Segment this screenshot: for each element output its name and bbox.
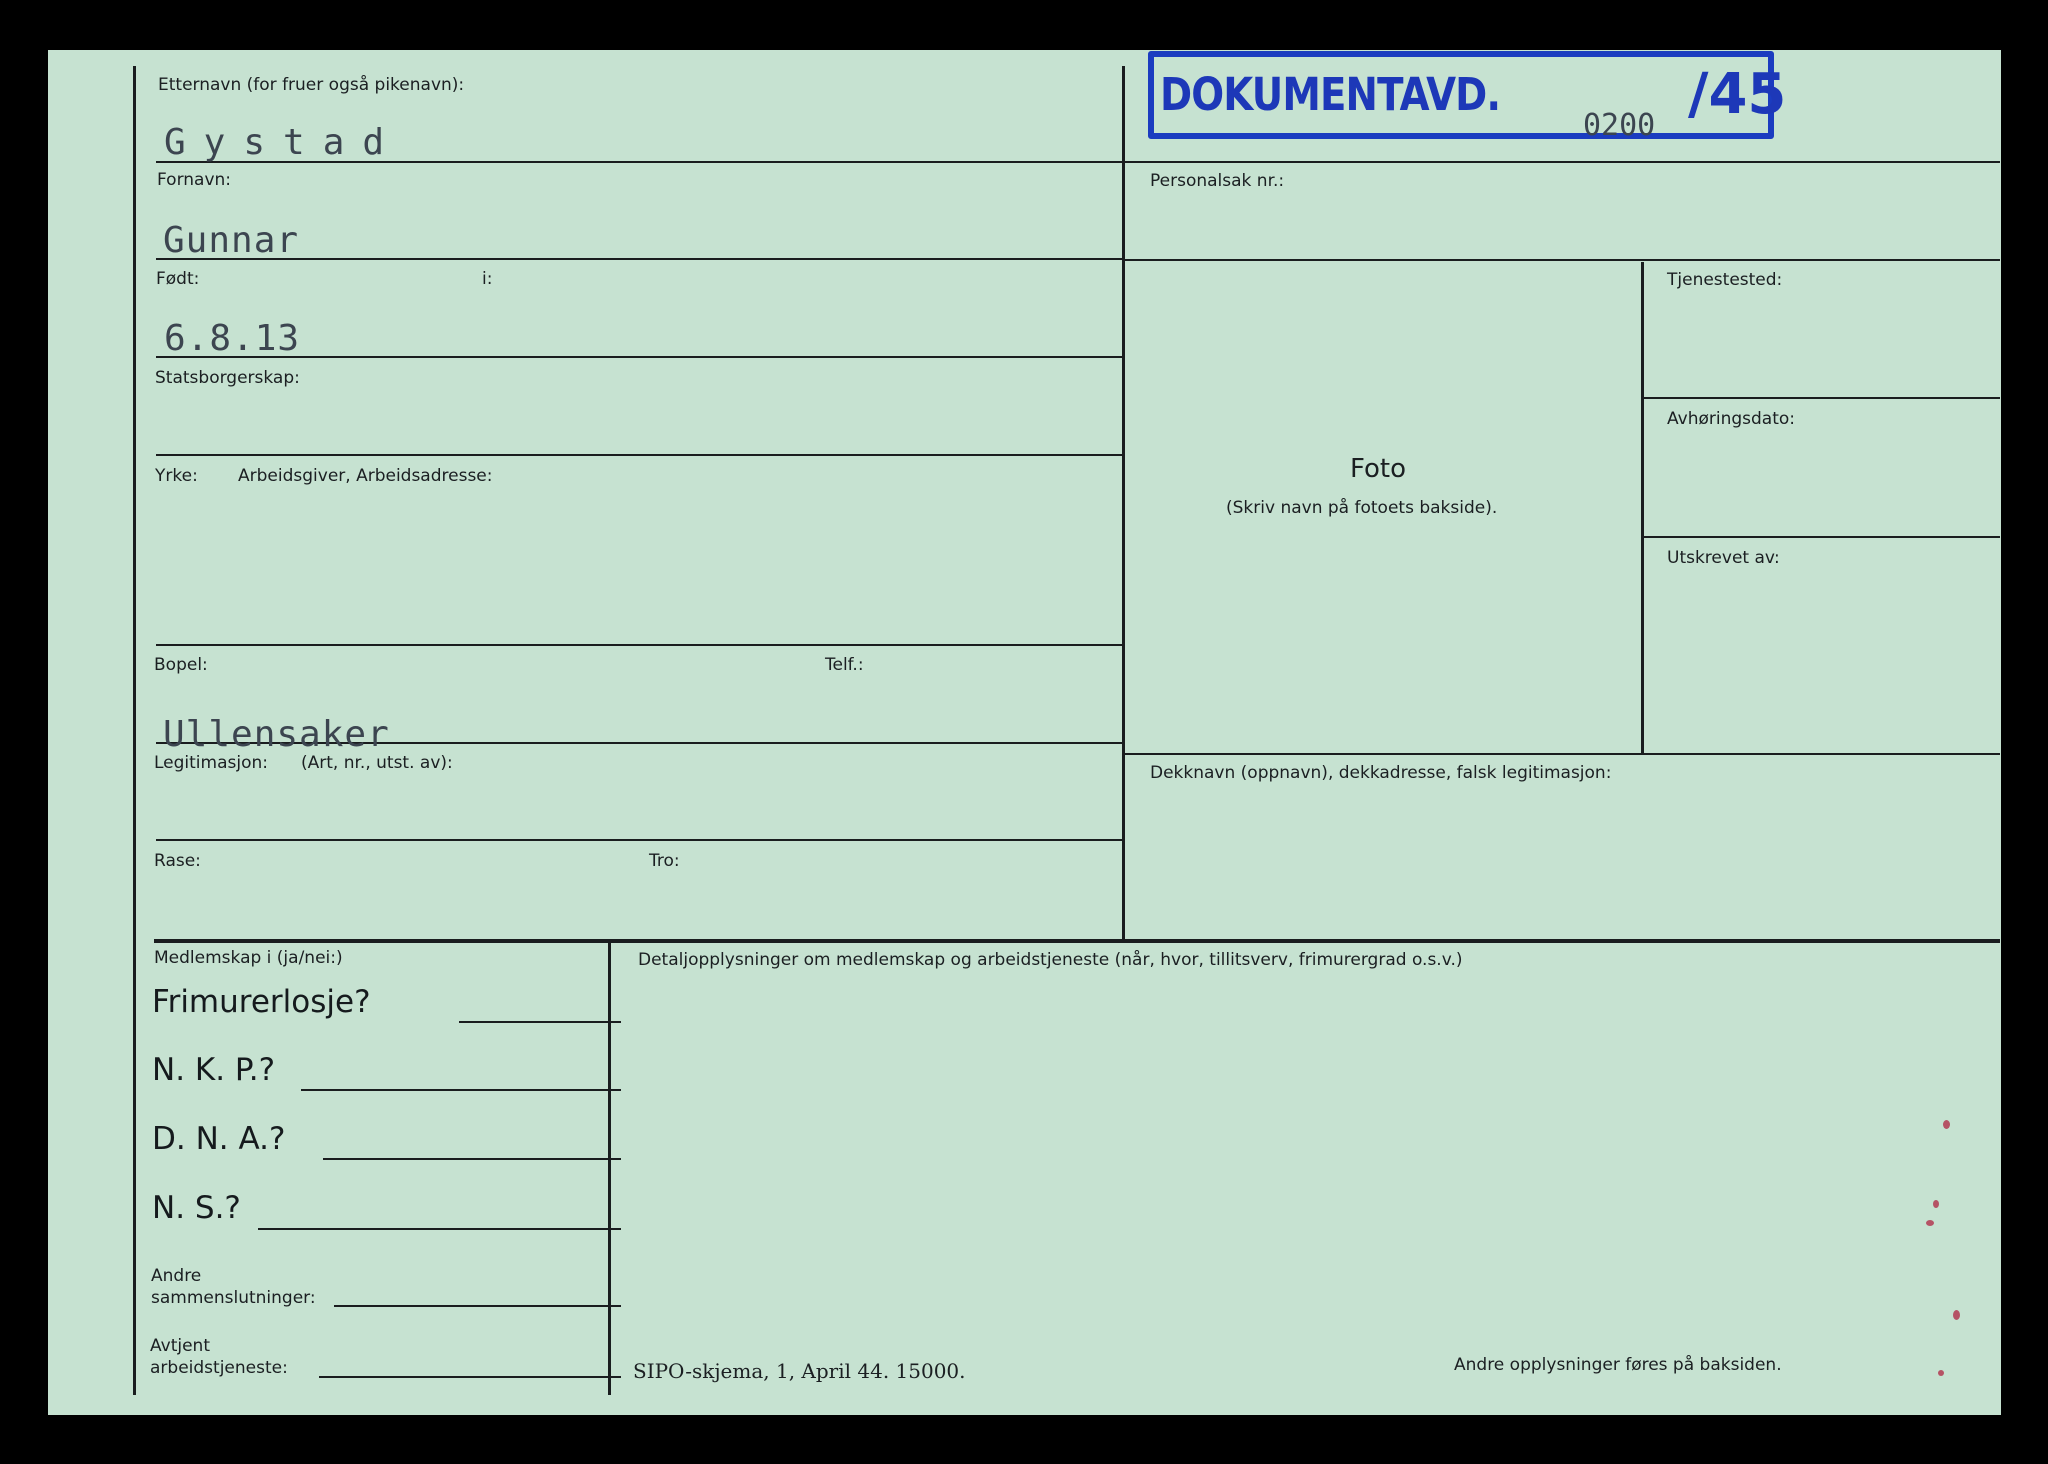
- photo-note: (Skriv navn på fotoets bakside).: [1226, 498, 1498, 518]
- occupation-label: Yrke:: [155, 466, 198, 486]
- membership-divider: [608, 943, 611, 1395]
- details-header: Detaljopplysninger om medlemskap og arbeidstjeneste (når, hvor, tillitsverv, frimurergrad o.s.v.): [638, 950, 1463, 970]
- nkp-label: N. K. P.?: [152, 1052, 276, 1088]
- stamp-number: /45: [1688, 62, 1787, 127]
- red-mark: [1938, 1370, 1944, 1376]
- employer-label: Arbeidsgiver, Arbeidsadresse:: [238, 466, 493, 486]
- citizenship-label: Statsborgerskap:: [155, 368, 300, 388]
- freemason-label: Frimurerlosje?: [152, 984, 371, 1020]
- faith-label: Tro:: [649, 851, 680, 871]
- red-mark: [1943, 1120, 1950, 1129]
- written-by-label: Utskrevet av:: [1667, 548, 1780, 568]
- hearing-date-label: Avhøringsdato:: [1667, 409, 1796, 429]
- left-border-line: [133, 66, 136, 1395]
- stamp-text: DOKUMENTAVD.: [1160, 68, 1501, 121]
- cover-name-label: Dekknavn (oppnavn), dekkadresse, falsk legitimasjon:: [1150, 763, 1612, 783]
- surname-label: Etternavn (for fruer også pikenavn):: [158, 75, 465, 95]
- id-label: Legitimasjon:: [154, 753, 268, 773]
- duty-station-label: Tjenestested:: [1667, 270, 1783, 290]
- firstname-label: Fornavn:: [157, 170, 232, 190]
- archive-number: 0200: [1583, 108, 1656, 143]
- photo-label: Foto: [1350, 454, 1407, 484]
- registration-card: [48, 50, 2001, 1415]
- born-in-label: i:: [482, 269, 493, 289]
- center-divider-line: [1122, 66, 1125, 939]
- other-orgs-label-2: sammenslutninger:: [151, 1288, 316, 1308]
- labor-service-label-1: Avtjent: [150, 1336, 210, 1356]
- residence-value: Ullensaker: [163, 714, 390, 755]
- firstname-value: Gunnar: [163, 220, 300, 261]
- born-label: Født:: [156, 269, 200, 289]
- race-label: Rase:: [154, 851, 201, 871]
- dna-label: D. N. A.?: [152, 1121, 286, 1157]
- other-orgs-label-1: Andre: [151, 1266, 202, 1286]
- id-sub-label: (Art, nr., utst. av):: [301, 753, 453, 773]
- personal-case-label: Personalsak nr.:: [1150, 171, 1285, 191]
- red-mark: [1933, 1200, 1939, 1208]
- red-mark: [1926, 1220, 1934, 1226]
- other-info-note: Andre opplysninger føres på baksiden.: [1454, 1355, 1782, 1375]
- ns-label: N. S.?: [152, 1190, 241, 1226]
- bottom-section-divider: [154, 939, 2000, 943]
- surname-value: Gystad: [164, 122, 403, 163]
- born-value: 6.8.13: [164, 318, 301, 359]
- phone-label: Telf.:: [825, 655, 864, 675]
- labor-service-label-2: arbeidstjeneste:: [150, 1358, 288, 1378]
- form-id: SIPO-skjema, 1, April 44. 15000.: [633, 1359, 966, 1383]
- red-mark: [1953, 1310, 1960, 1320]
- membership-header: Medlemskap i (ja/nei:): [154, 948, 343, 968]
- residence-label: Bopel:: [154, 655, 208, 675]
